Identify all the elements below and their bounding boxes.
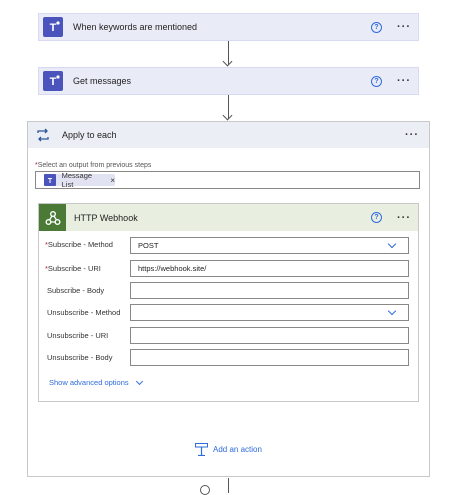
- select-output-label: *Select an output from previous steps: [35, 162, 152, 169]
- add-action-icon: [195, 443, 208, 456]
- http-webhook-header[interactable]: [39, 204, 418, 231]
- subscribe-uri-label: *Subscribe - URI: [45, 264, 101, 273]
- teams-icon: [44, 174, 56, 186]
- token-remove-icon[interactable]: ×: [110, 175, 115, 185]
- trigger-title: When keywords are mentioned: [73, 22, 198, 32]
- unsubscribe-body-label: Unsubscribe - Body: [47, 353, 113, 362]
- chevron-down-icon: [136, 377, 143, 384]
- help-icon[interactable]: ?: [371, 212, 382, 223]
- unsubscribe-method-dropdown[interactable]: [130, 304, 409, 321]
- arrow-down-icon: [223, 111, 233, 121]
- unsubscribe-uri-input[interactable]: [130, 327, 409, 344]
- add-an-action-label: Add an action: [213, 445, 262, 454]
- subscribe-uri-input[interactable]: https://webhook.site/: [130, 260, 409, 277]
- http-webhook-card: [38, 203, 419, 402]
- unsubscribe-body-input[interactable]: [130, 349, 409, 366]
- arrow-down-icon: [223, 57, 233, 67]
- more-options-icon[interactable]: ···: [397, 75, 411, 87]
- more-options-icon[interactable]: ···: [405, 129, 419, 141]
- more-options-icon[interactable]: ···: [397, 211, 411, 224]
- show-advanced-options-link[interactable]: [49, 378, 142, 387]
- insert-step-icon[interactable]: [200, 485, 210, 495]
- unsubscribe-uri-label: Unsubscribe - URI: [47, 331, 109, 340]
- get-messages-title: Get messages: [73, 76, 132, 86]
- svg-text:T: T: [49, 76, 57, 88]
- teams-icon: [43, 71, 63, 91]
- apply-to-each-header[interactable]: [28, 122, 429, 148]
- subscribe-method-dropdown[interactable]: POST: [130, 237, 409, 254]
- select-output-field[interactable]: [35, 171, 420, 189]
- get-messages-card-header[interactable]: [38, 67, 419, 95]
- subscribe-body-label: Subscribe - Body: [47, 286, 105, 295]
- help-icon[interactable]: ?: [371, 22, 382, 33]
- unsubscribe-method-label: Unsubscribe - Method: [47, 308, 121, 317]
- http-webhook-title: HTTP Webhook: [74, 212, 138, 223]
- subscribe-method-label: *Subscribe - Method: [45, 240, 113, 249]
- teams-icon: [43, 17, 63, 37]
- trigger-card-header[interactable]: [38, 13, 419, 41]
- connector-line: [228, 478, 229, 493]
- subscribe-body-input[interactable]: [130, 282, 409, 299]
- token-label: Message List: [61, 171, 93, 189]
- show-advanced-label: Show advanced options: [49, 378, 129, 387]
- help-icon[interactable]: ?: [371, 76, 382, 87]
- add-an-action-button[interactable]: [195, 443, 262, 456]
- svg-text:T: T: [47, 178, 52, 184]
- apply-to-each-title: Apply to each: [62, 130, 117, 140]
- webhook-icon: [39, 204, 66, 231]
- message-list-token[interactable]: [44, 171, 115, 189]
- svg-text:T: T: [49, 22, 57, 34]
- more-options-icon[interactable]: ···: [397, 21, 411, 33]
- loop-icon: [36, 128, 50, 142]
